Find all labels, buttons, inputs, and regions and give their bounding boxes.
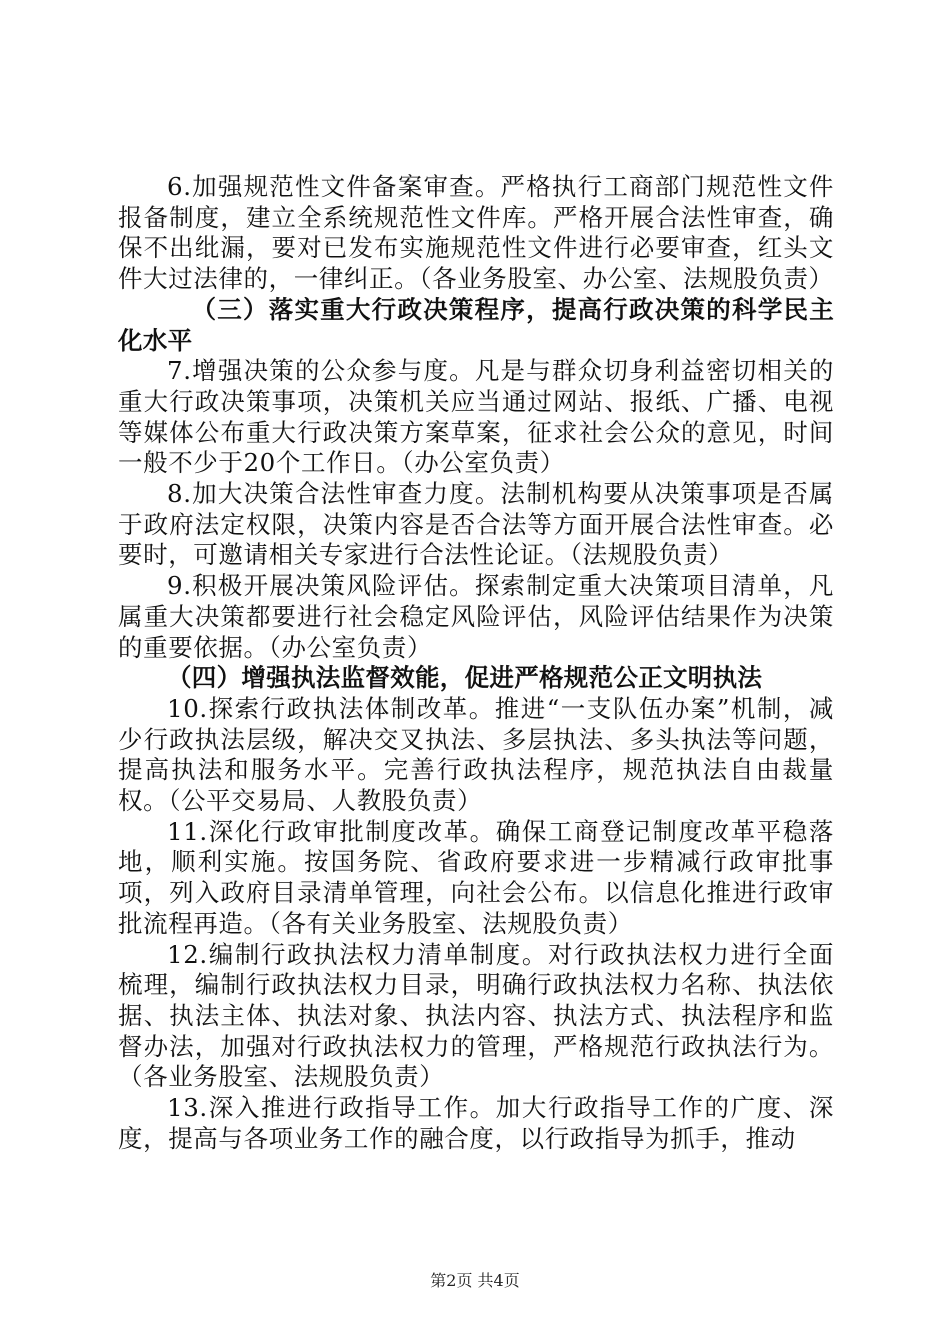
- paragraph-8: 8.加大决策合法性审查力度。法制机构要从决策事项是否属于政府法定权限，决策内容是否合法等方面开展合法性审查。必要时，可邀请相关专家进行合法性论证。（法规股负责）: [118, 479, 834, 570]
- paragraph-13: 13.深入推进行政指导工作。加大行政指导工作的广度、深度，提高与各项业务工作的融合度，以行政指导为抓手，推动: [118, 1093, 834, 1153]
- paragraph-6: 6.加强规范性文件备案审查。严格执行工商部门规范性文件报备制度，建立全系统规范性文件库。严格开展合法性审查，确保不出纰漏，要对已发布实施规范性文件进行必要审查，红头文件大过法律的，一律纠正。（各业务股室、办公室、法规股负责）: [118, 172, 834, 294]
- paragraph-12: 12.编制行政执法权力清单制度。对行政执法权力进行全面梳理，编制行政执法权力目录，明确行政执法权力名称、执法依据、执法主体、执法对象、执法内容、执法方式、执法程序和监督办法，加强对行政执法权力的管理，严格规范行政执法行为。（各业务股室、法规股负责）: [118, 939, 834, 1092]
- paragraph-11: 11.深化行政审批制度改革。确保工商登记制度改革平稳落地，顺利实施。按国务院、省政府要求进一步精减行政审批事项，列入政府目录清单管理，向社会公布。以信息化推进行政审批流程再造。（各有关业务股室、法规股负责）: [118, 816, 834, 938]
- document-body: [118, 172, 834, 1155]
- paragraph-10: 10.探索行政执法体制改革。推进“一支队伍办案”机制，减少行政执法层级，解决交叉执法、多层执法、多头执法等问题，提高执法和服务水平。完善行政执法程序，规范执法自由裁量权。（公平交易局、人教股负责）: [118, 693, 834, 816]
- section-heading-4: （四）增强执法监督效能，促进严格规范公正文明执法: [167, 663, 763, 693]
- paragraph-7: 7.增强决策的公众参与度。凡是与群众切身利益密切相关的重大行政决策事项，决策机关应当通过网站、报纸、广播、电视等媒体公布重大行政决策方案草案，征求社会公众的意见，时间一般不少于20个工作日。（办公室负责）: [118, 356, 834, 478]
- paragraph-9: 9.积极开展决策风险评估。探索制定重大决策项目清单，凡属重大决策都要进行社会稳定风险评估，风险评估结果作为决策的重要依据。（办公室负责）: [118, 571, 834, 662]
- page-footer: 第2页 共4页: [430, 1271, 520, 1290]
- section-heading-3: （三）落实重大行政决策程序，提高行政决策的科学民主化水平: [118, 294, 834, 355]
